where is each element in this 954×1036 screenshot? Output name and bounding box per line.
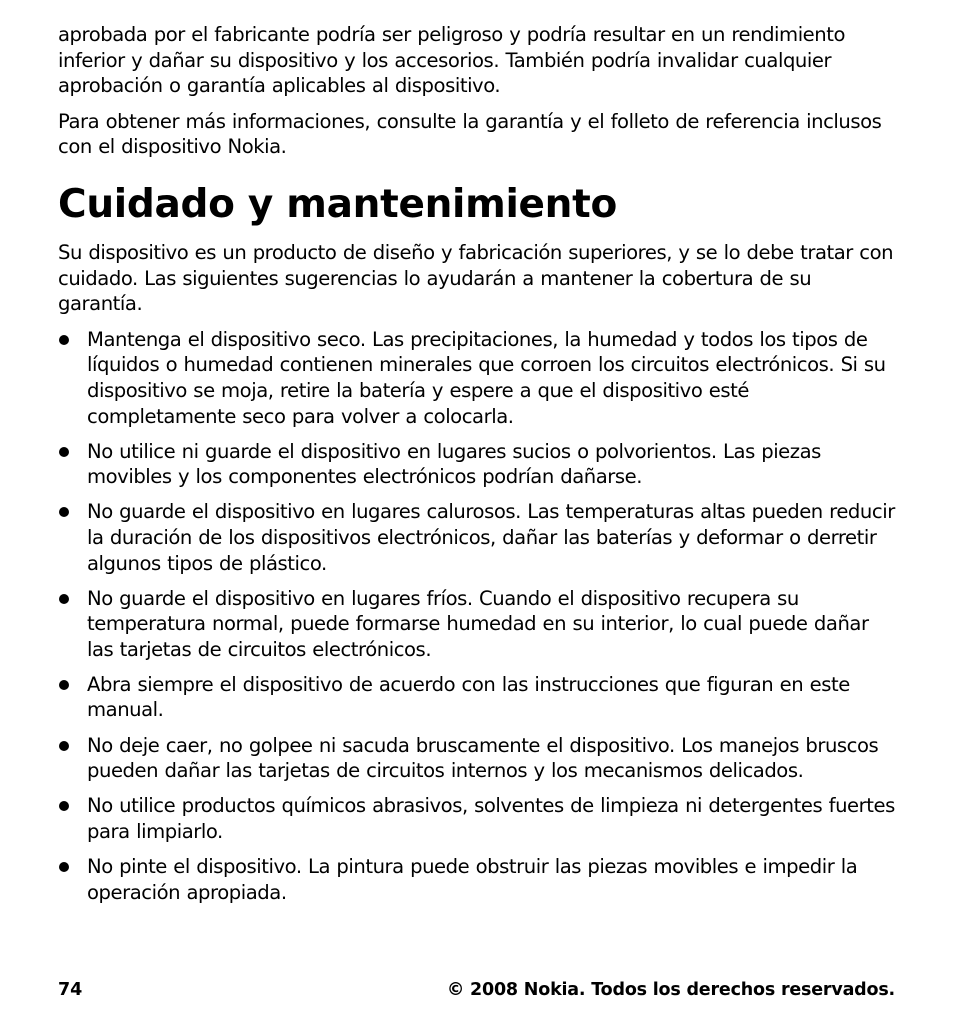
care-tips-list — [58, 327, 900, 905]
list-item-text: Mantenga el dispositivo seco. Las precipitaciones, la humedad y todos los tipos de líquidos o humedad contienen minerales que corroen los circuitos electrónicos. Si su dispositivo se moja, retire la batería y espere a que el dispositivo esté completamente seco para volver a colocarla. — [87, 327, 886, 428]
bullet-icon — [59, 507, 69, 517]
copyright-notice: © 2008 Nokia. Todos los derechos reservados. — [446, 980, 895, 1000]
list-item-text: No pinte el dispositivo. La pintura puede obstruir las piezas movibles e impedir la operación apropiada. — [87, 854, 858, 904]
bullet-icon — [59, 594, 69, 604]
bullet-icon — [59, 447, 69, 457]
list-item-text: No guarde el dispositivo en lugares calurosos. Las temperaturas altas pueden reducir la duración de los dispositivos electrónicos, dañar las baterías y deformar o derretir algunos tipos de plástico. — [87, 500, 895, 575]
bullet-icon — [59, 680, 69, 690]
list-item — [58, 854, 900, 905]
list-item — [58, 672, 900, 723]
bullet-icon — [59, 741, 69, 751]
intro-paragraph: Para obtener más informaciones, consulte la garantía y el folleto de referencia inclusos con el dispositivo Nokia. — [58, 109, 882, 159]
list-item-text: No utilice productos químicos abrasivos, solventes de limpieza ni detergentes fuertes para limpiarlo. — [87, 794, 895, 843]
list-item — [58, 793, 900, 844]
page-number: 74 — [58, 980, 83, 1000]
list-item — [58, 439, 900, 490]
bullet-icon — [59, 801, 69, 811]
list-item — [58, 733, 900, 784]
list-item — [58, 586, 900, 663]
list-item — [58, 499, 900, 576]
list-item-text: No deje caer, no golpee ni sacuda bruscamente el dispositivo. Los manejos bruscos pueden dañar las tarjetas de circuitos internos y los mecanismos delicados. — [87, 733, 879, 783]
section-title: Cuidado y mantenimiento — [58, 181, 617, 227]
list-item-text: No utilice ni guarde el dispositivo en lugares sucios o polvorientos. Las piezas movibles y los componentes electrónicos podrían dañarse. — [87, 439, 821, 489]
section-lead-paragraph: Su dispositivo es un producto de diseño y fabricación superiores, y se lo debe tratar con cuidado. Las siguientes sugerencias lo ayudarán a mantener la cobertura de su garantía. — [58, 240, 894, 316]
intro-paragraph: aprobada por el fabricante podría ser peligroso y podría resultar en un rendimiento inferior y dañar su dispositivo y los accesorios. También podría invalidar cualquier aprobación o garantía aplicables al dispositivo. — [58, 23, 846, 98]
bullet-icon — [59, 335, 69, 345]
list-item-text: Abra siempre el dispositivo de acuerdo con las instrucciones que figuran en este manual. — [87, 672, 850, 722]
list-item — [58, 327, 900, 429]
bullet-icon — [59, 862, 69, 872]
list-item-text: No guarde el dispositivo en lugares fríos. Cuando el dispositivo recupera su temperatura normal, puede formarse humedad en su interior, lo cual puede dañar las tarjetas de circuitos electrónicos. — [87, 586, 869, 661]
document-page — [58, 22, 900, 915]
